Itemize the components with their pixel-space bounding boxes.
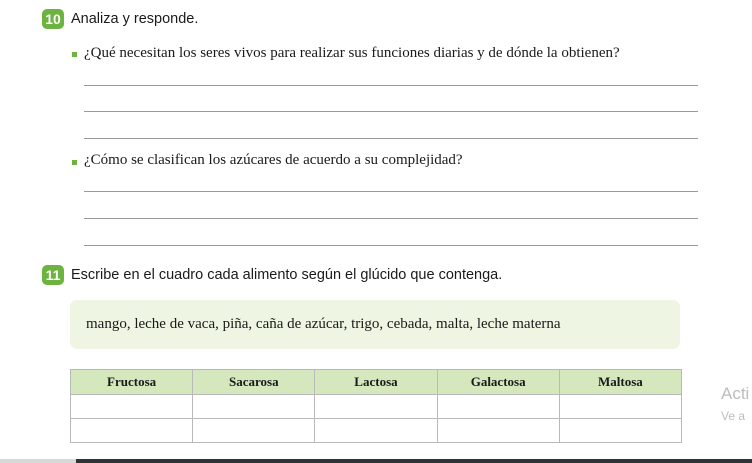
table-header-row xyxy=(71,370,682,395)
answer-line-1-2[interactable] xyxy=(84,111,698,112)
bottom-scroll-bar xyxy=(76,459,752,463)
bullet-icon xyxy=(72,52,77,57)
exercise-11-number-badge: 11 xyxy=(42,265,64,285)
header-sacarosa: Sacarosa xyxy=(193,370,315,395)
exercise-11-title: Escribe en el cuadro cada alimento según el glúcido que contenga. xyxy=(71,267,503,283)
header-maltosa: Maltosa xyxy=(559,370,681,395)
glucid-classification-table xyxy=(70,369,682,443)
table-cell[interactable] xyxy=(71,395,193,419)
answer-line-1-3[interactable] xyxy=(84,138,698,139)
table-cell[interactable] xyxy=(193,395,315,419)
activation-watermark-subtitle: Ve a xyxy=(721,409,746,423)
activation-watermark-title: Acti xyxy=(721,384,750,403)
header-fructosa: Fructosa xyxy=(71,370,193,395)
table-cell[interactable] xyxy=(437,395,559,419)
bullet-icon xyxy=(72,160,77,165)
word-bank-box xyxy=(70,300,680,349)
answer-line-2-2[interactable] xyxy=(84,218,698,219)
exercise-10-title: Analiza y responde. xyxy=(71,11,199,27)
table-cell[interactable] xyxy=(71,419,193,443)
table-cell[interactable] xyxy=(559,395,681,419)
table-cell[interactable] xyxy=(559,419,681,443)
table-cell[interactable] xyxy=(193,419,315,443)
table-cell[interactable] xyxy=(315,419,437,443)
header-galactosa: Galactosa xyxy=(437,370,559,395)
answer-line-2-1[interactable] xyxy=(84,191,698,192)
exercise-10-number-badge: 10 xyxy=(42,9,64,29)
table-row xyxy=(71,419,682,443)
question-1: ¿Qué necesitan los seres vivos para realizar sus funciones diarias y de dónde la obtienen? xyxy=(84,45,620,61)
table-cell[interactable] xyxy=(315,395,437,419)
table-cell[interactable] xyxy=(437,419,559,443)
answer-line-2-3[interactable] xyxy=(84,245,698,246)
table-row xyxy=(71,395,682,419)
question-2: ¿Cómo se clasifican los azúcares de acuerdo a su complejidad? xyxy=(84,152,463,168)
header-lactosa: Lactosa xyxy=(315,370,437,395)
answer-line-1-1[interactable] xyxy=(84,85,698,86)
word-bank-text: mango, leche de vaca, piña, caña de azúcar, trigo, cebada, malta, leche materna xyxy=(86,316,561,332)
